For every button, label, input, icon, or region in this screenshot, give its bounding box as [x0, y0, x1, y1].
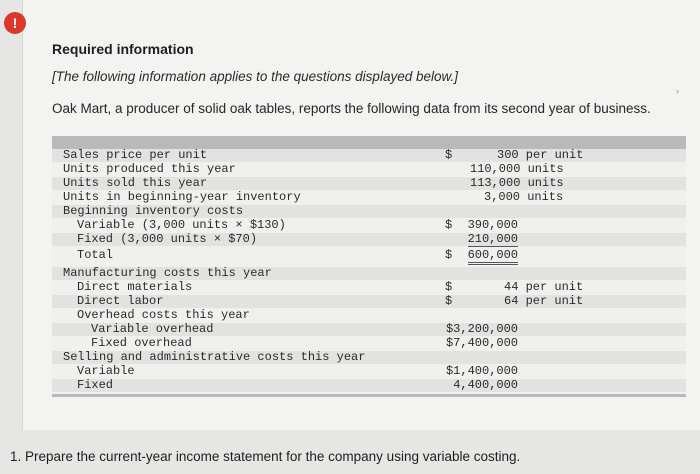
row-label: Fixed (3,000 units × $70): [77, 232, 258, 246]
row-amount: $3,200,000: [445, 322, 518, 336]
row-label: Variable (3,000 units × $130): [77, 218, 286, 232]
row-value: 3,000 units: [484, 190, 564, 204]
table-row: [52, 267, 686, 280]
chevron-icon: ›: [676, 86, 679, 96]
data-table: [52, 136, 686, 398]
table-row: [52, 219, 686, 232]
info-note: [The following information applies to the questions displayed below.]: [52, 69, 458, 84]
row-amount: 210,000: [467, 232, 518, 246]
table-row: [52, 323, 686, 336]
row-label: Units in beginning-year inventory: [63, 190, 301, 204]
row-label: Units sold this year: [63, 176, 208, 190]
row-amount: 390,000: [467, 218, 518, 232]
row-amount: $7,400,000: [445, 336, 518, 350]
row-label: Direct labor: [77, 294, 164, 308]
table-row: [52, 281, 686, 294]
question-text: 1. Prepare the current-year income statement for the company using variable costing.: [10, 449, 521, 464]
row-label: Fixed: [77, 378, 114, 392]
table-row: [52, 309, 686, 322]
table-row: [52, 337, 686, 350]
table-row: [52, 149, 686, 162]
row-currency: $: [445, 218, 453, 232]
table-row: [52, 191, 686, 204]
table-row: [52, 379, 686, 392]
table-row: [52, 233, 686, 246]
row-label: Overhead costs this year: [77, 308, 250, 322]
table-row: [52, 249, 686, 262]
table-row: [52, 365, 686, 378]
row-label: Sales price per unit: [63, 148, 208, 162]
table-row: [52, 177, 686, 190]
table-footer-bar: [52, 394, 686, 397]
row-value: 44 per unit: [504, 280, 584, 294]
row-label: Variable overhead: [91, 322, 214, 336]
row-amount: $1,400,000: [445, 364, 518, 378]
row-value: 64 per unit: [504, 294, 584, 308]
row-label: Variable: [77, 364, 135, 378]
row-label: Manufacturing costs this year: [63, 266, 272, 280]
row-label: Direct materials: [77, 280, 193, 294]
table-row: [52, 351, 686, 364]
row-label: Total: [77, 248, 114, 262]
row-label: Fixed overhead: [91, 336, 192, 350]
row-amount: 4,400,000: [453, 378, 518, 392]
row-currency: $: [445, 248, 453, 262]
required-info-title: Required information: [52, 41, 194, 57]
row-value: 113,000 units: [470, 176, 564, 190]
row-currency: $: [445, 148, 453, 162]
row-label: Selling and administrative costs this year: [63, 350, 366, 364]
table-row: [52, 295, 686, 308]
table-row: [52, 163, 686, 176]
intro-text: Oak Mart, a producer of solid oak tables, reports the following data from its second year of business.: [52, 101, 651, 116]
row-currency: $: [445, 294, 453, 308]
row-label: Units produced this year: [63, 162, 236, 176]
row-value: 300 per unit: [497, 148, 584, 162]
row-label: Beginning inventory costs: [63, 204, 244, 218]
alert-icon: !: [4, 12, 26, 34]
row-value: 110,000 units: [470, 162, 564, 176]
row-amount: 600,000: [468, 249, 518, 265]
row-currency: $: [445, 280, 453, 294]
table-row: [52, 205, 686, 218]
